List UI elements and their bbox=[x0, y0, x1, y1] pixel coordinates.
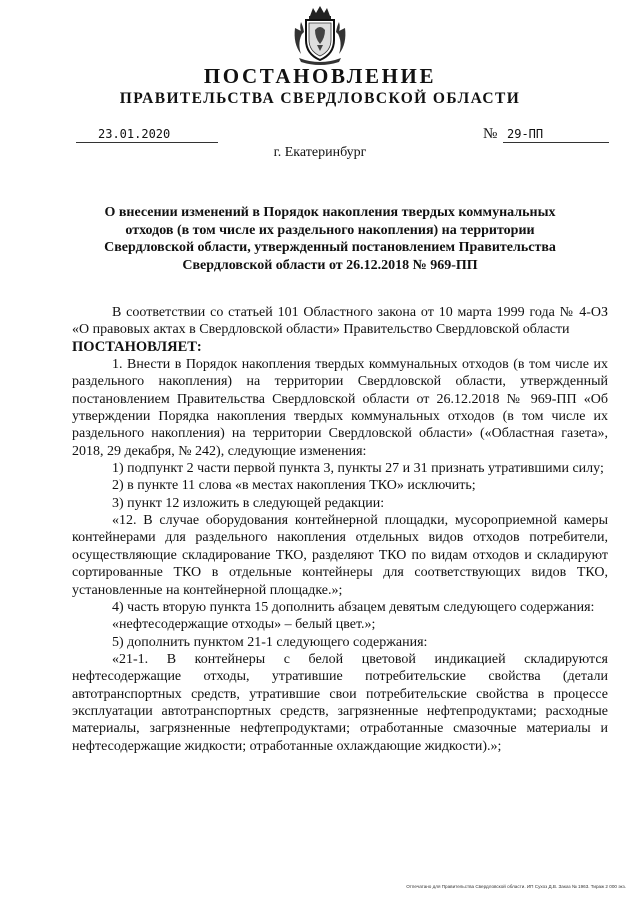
document-issuer: ПРАВИТЕЛЬСТВА СВЕРДЛОВСКОЙ ОБЛАСТИ bbox=[119, 90, 521, 107]
document-heading: О внесении изменений в Порядок накопления твердых коммунальных отходов (в том числе их раздельного накопления) на территории Свердловской области, утвержденный постановлением Правительства Свердловской области от 26.12.2018 № 969-ПП bbox=[104, 205, 556, 273]
coat-of-arms-emblem bbox=[291, 4, 349, 66]
preamble: В соответствии со статьей 101 Областного закона от 10 марта 1999 года № 4-ОЗ «О правовых актах в Свердловской области» Правительство Свердловской области bbox=[72, 305, 608, 338]
print-footer: Отпечатано для Правительства Свердловской области. ИП Сухоз Д.В. Заказ № 1963. Тираж 2 000 экз. bbox=[406, 884, 626, 889]
decree-word: ПОСТАНОВЛЯЕТ: bbox=[72, 338, 202, 355]
paragraph: «21-1. В контейнеры с белой цветовой индикацией складируются нефтесодержащие отходы, утратившие потребительские свойства (детали автотранспортных средств, утратившие свои потребительские свойства в процессе эксплуатации автотранспортных средств, загрязненные нефтепродуктами; расходные материалы, загрязненные нефтепродуктами; отработанные смазочные материалы и нефтесодержащие жидкости; отработанные охлаждающие жидкости).»; bbox=[72, 651, 608, 754]
paragraph: «нефтесодержащие отходы» – белый цвет.»; bbox=[112, 617, 376, 633]
paragraph: 5) дополнить пунктом 21-1 следующего содержания: bbox=[112, 634, 428, 650]
paragraph: 1) подпункт 2 части первой пункта 3, пункты 27 и 31 признать утратившими силу; bbox=[112, 461, 604, 477]
number-label: № bbox=[483, 126, 498, 142]
document-number: 29-ПП bbox=[503, 127, 609, 143]
paragraph: 4) часть вторую пункта 15 дополнить абзацем девятым следующего содержания: bbox=[112, 599, 595, 615]
paragraph: 3) пункт 12 изложить в следующей редакции: bbox=[112, 495, 385, 511]
paragraph: 1. Внести в Порядок накопления твердых коммунальных отходов (в том числе их раздельного накопления) на территории Свердловской области, утвержденный постановлением Правительства Свердловской области от 26.12.2018 № 969-ПП «Об утверждении Порядка накопления твердых коммунальных отходов (в том числе их раздельного накопления) на территории Свердловской области» («Областная газета», 2018, 29 декабря, № 242), следующие изменения: bbox=[72, 357, 608, 459]
paragraph: 2) в пункте 11 слова «в местах накопления ТКО» исключить; bbox=[112, 478, 476, 494]
document-date: 23.01.2020 bbox=[76, 127, 218, 143]
document-city: г. Екатеринбург bbox=[273, 145, 367, 160]
document-title: ПОСТАНОВЛЕНИЕ bbox=[203, 64, 437, 88]
document-body bbox=[72, 304, 608, 755]
paragraph: «12. В случае оборудования контейнерной площадки, мусороприемной камеры контейнерами для раздельного накопления отдельных видов отходов потребители, осуществляющие складирование ТКО, разделяют ТКО по видам отходов и складируют сортированные ТКО в отдельные контейнеры для соответствующих видов ТКО, установленные на контейнерной площадке.»; bbox=[72, 513, 608, 598]
